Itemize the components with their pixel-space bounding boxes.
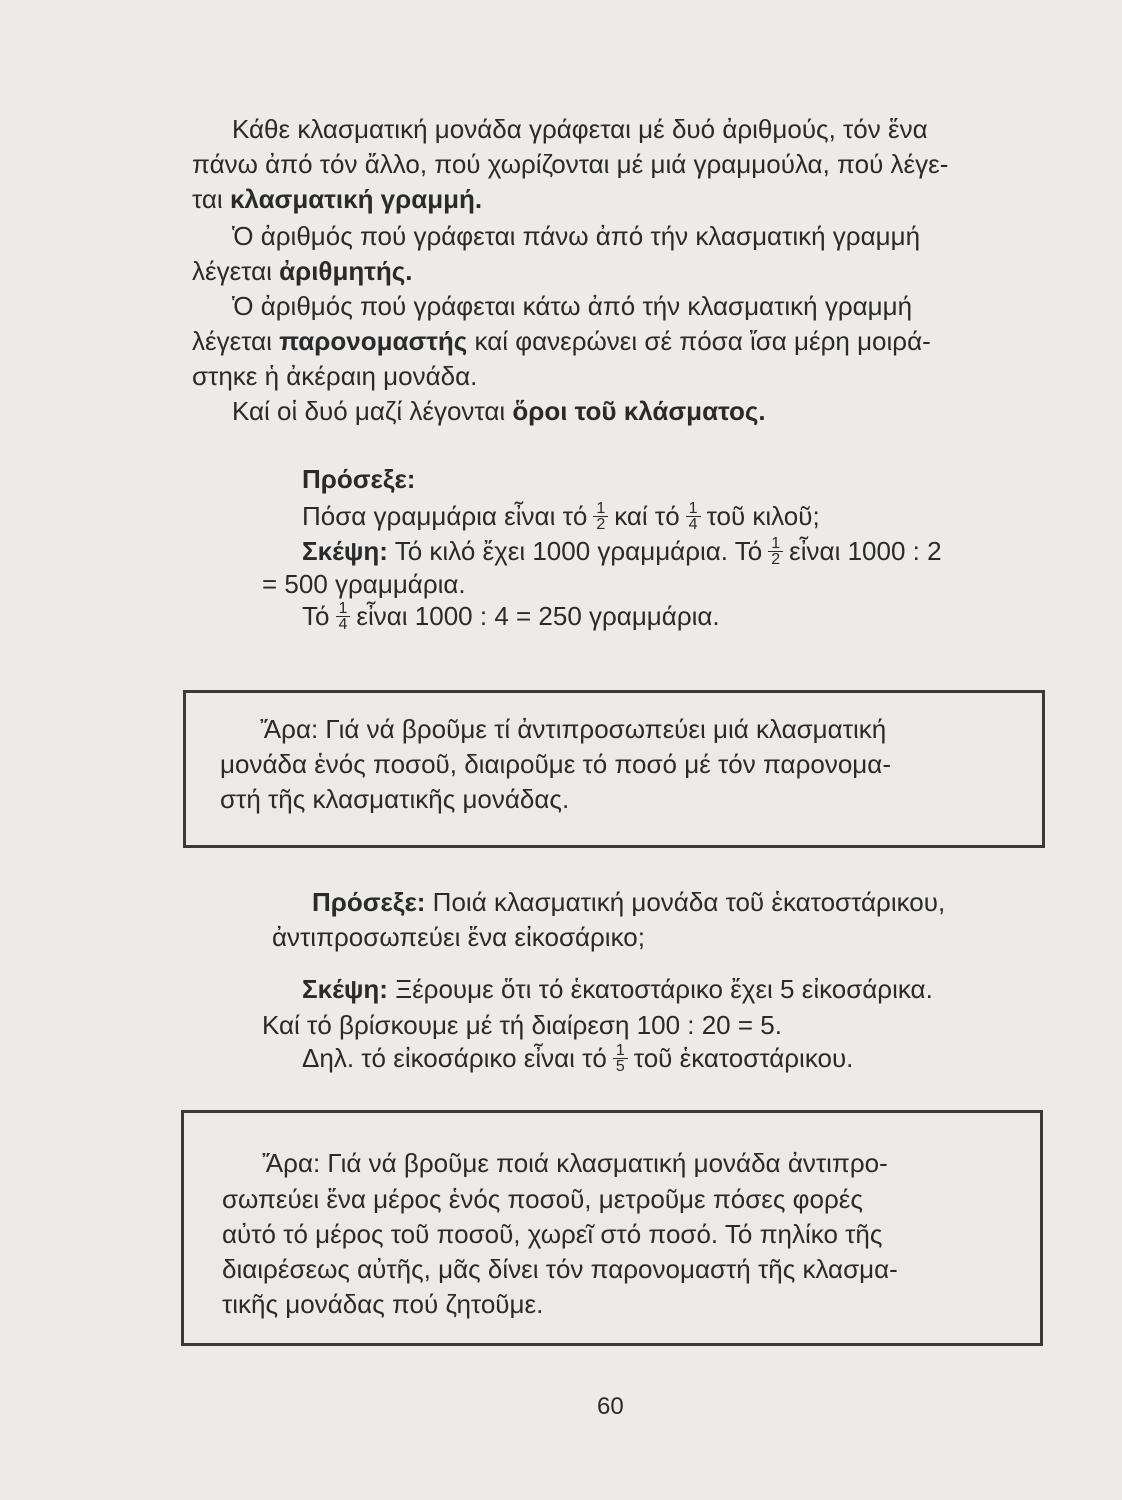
fraction-one-quarter: $\frac{1}{4}$ — [686, 501, 701, 532]
fraction-one-fifth: $\frac{1}{5}$ — [613, 1043, 628, 1074]
box1-line3: στή τῆς κλασματικῆς μονάδας. — [220, 784, 570, 814]
term-fraction-terms: ὅροι τοῦ κλάσματος. — [512, 396, 766, 426]
para1-line3: ται κλασματική γραμμή. — [192, 184, 483, 214]
box1-line1: Ἄρα: Γιά νά βροῦμε τί ἀντιπροσωπεύει μιά κλασματική — [260, 714, 887, 744]
example1-think: Σκέψη: Τό κιλό ἔχει 1000 γραμμάρια. Τό $\frac{1}{2}$ εἶναι 1000 : 2 — [302, 534, 942, 568]
fraction-one-half: $\frac{1}{2}$ — [593, 501, 608, 532]
box2-line2: σωπεύει ἕνα μέρος ἑνός ποσοῦ, μετροῦμε πόσες φορές — [222, 1184, 863, 1214]
example1-heading: Πρόσεξε: — [302, 464, 416, 494]
example2-question1: Πρόσεξε: Ποιά κλασματική μονάδα τοῦ ἑκατοστάρικου, — [312, 887, 946, 917]
para3-line2: λέγεται παρονομαστής καί φανερώνει σέ πόσα ἴσα μέρη μοιρά- — [192, 326, 931, 356]
box2-line1: Ἄρα: Γιά νά βροῦμε ποιά κλασματική μονάδα ἀντιπρο- — [262, 1148, 888, 1178]
example1-result1: = 500 γραμμάρια. — [262, 569, 466, 599]
box2-line5: τικῆς μονάδας πού ζητοῦμε. — [222, 1289, 544, 1319]
example2-division: Καί τό βρίσκουμε μέ τή διαίρεση 100 : 20 = 5. — [262, 1010, 782, 1040]
example2-think: Σκέψη: Ξέρουμε ὅτι τό ἑκατοστάρικο ἔχει 5 εἰκοσάρικα. — [302, 974, 933, 1004]
box2-line4: διαιρέσεως αὐτῆς, μᾶς δίνει τόν παρονομαστή τῆς κλασμα- — [222, 1254, 898, 1284]
fraction-one-half: $\frac{1}{2}$ — [768, 536, 783, 567]
box2-line3: αὐτό τό μέρος τοῦ ποσοῦ, χωρεῖ στό ποσό. Τό πηλίκο τῆς — [222, 1219, 883, 1249]
para3-line1: Ὁ ἀριθμός πού γράφεται κάτω ἀπό τήν κλασματική γραμμή — [232, 291, 913, 321]
para2-line1: Ὁ ἀριθμός πού γράφεται πάνω ἀπό τήν κλασματική γραμμή — [232, 221, 921, 251]
para3-line3: στηκε ἡ ἀκέραιη μονάδα. — [192, 361, 478, 391]
para2-line2: λέγεται ἀριθμητής. — [192, 256, 413, 286]
example2-conclusion: Δηλ. τό εἰκοσάρικο εἶναι τό $\frac{1}{5}$ τοῦ ἑκατοστάρικου. — [302, 1041, 854, 1075]
rule-box-2 — [181, 1110, 1043, 1346]
fraction-one-quarter: $\frac{1}{4}$ — [336, 601, 351, 632]
box1-line2: μονάδα ἑνός ποσοῦ, διαιροῦμε τό ποσό μέ τόν παρονομα- — [220, 749, 891, 779]
term-fraction-line: κλασματική γραμμή. — [229, 184, 483, 214]
example1-result2: Τό $\frac{1}{4}$ εἶναι 1000 : 4 = 250 γραμμάρια. — [302, 599, 720, 633]
para1-line1: Κάθε κλασματική μονάδα γράφεται μέ δυό ἀριθμούς, τόν ἕνα — [232, 114, 928, 144]
example2-question2: ἀντιπροσωπεύει ἕνα εἰκοσάρικο; — [272, 922, 645, 952]
example1-question: Πόσα γραμμάρια εἶναι τό $\frac{1}{2}$ καί τό $\frac{1}{4}$ τοῦ κιλοῦ; — [302, 499, 820, 533]
rule-box-1 — [183, 690, 1045, 848]
term-numerator: ἀριθμητής. — [279, 256, 413, 286]
para4-line1: Καί οἱ δυό μαζί λέγονται ὅροι τοῦ κλάσματος. — [232, 396, 766, 426]
para1-line2: πάνω ἀπό τόν ἄλλο, πού χωρίζονται μέ μιά γραμμούλα, πού λέγε- — [192, 149, 949, 179]
term-denominator: παρονομαστής — [279, 326, 468, 356]
page-number: 60 — [597, 1393, 624, 1420]
